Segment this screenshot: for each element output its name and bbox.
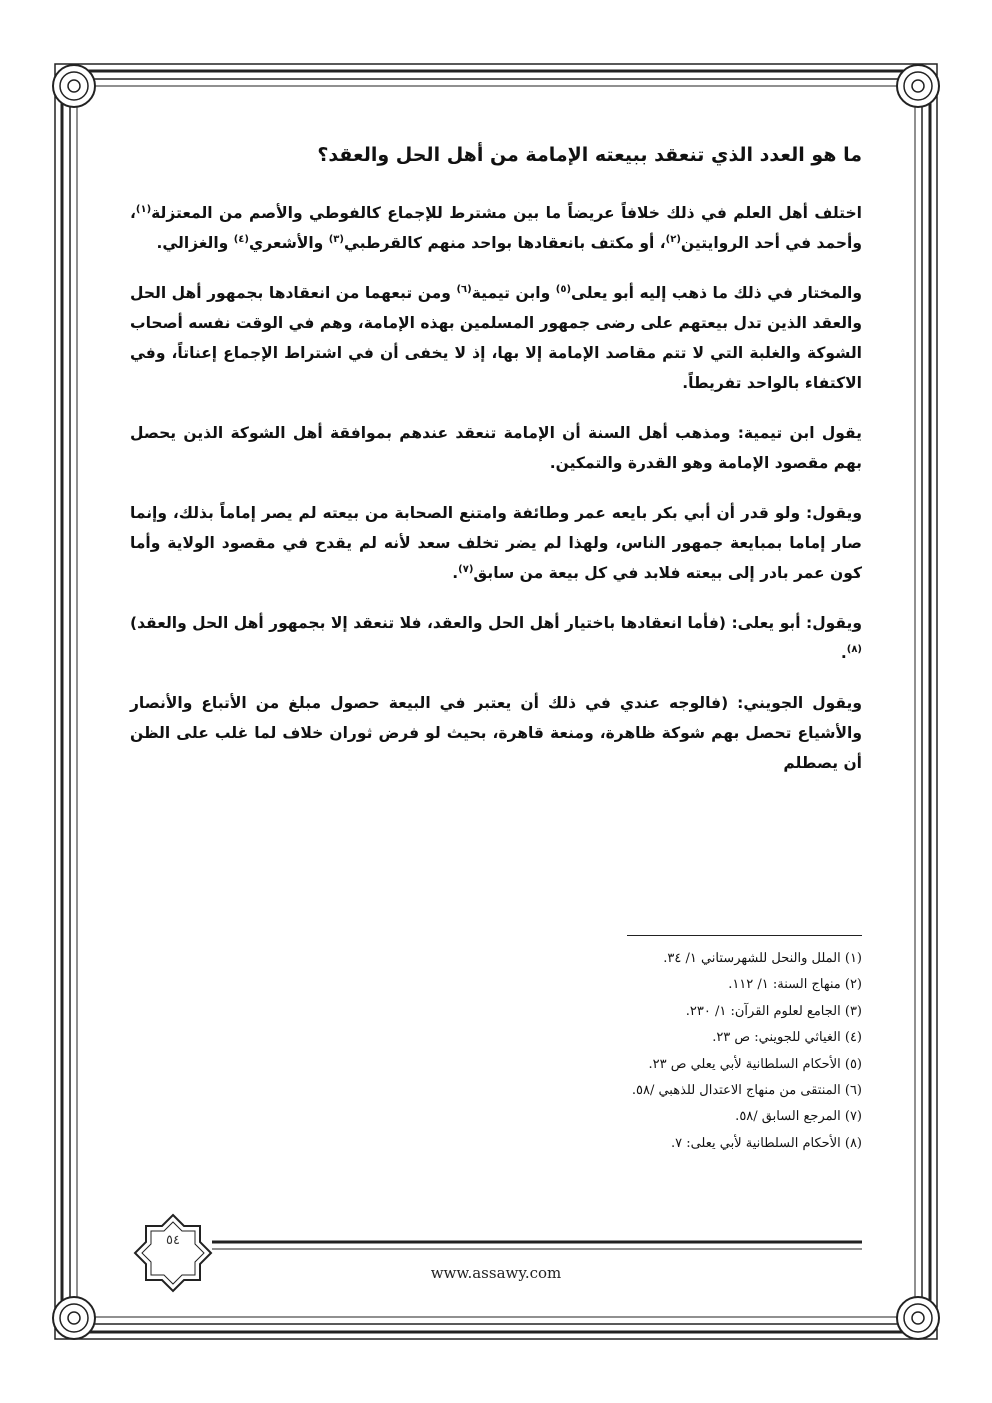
- footnote-8: (٨) الأحكام السلطانية لأبي يعلى: ٧.: [670, 1135, 862, 1151]
- footnote-4: (٤) الغياثي للجويني: ص ٢٣.: [712, 1030, 862, 1046]
- page-title: ما هو العدد الذي تنعقد ببيعته الإمامة من أهل الحل والعقد؟: [317, 144, 862, 166]
- footnote-2: (٢) منهاج السنة: ١/ ١١٢.: [728, 977, 862, 993]
- footnote-ref-5[interactable]: (٥): [555, 283, 572, 295]
- corner-ornament-top-left: [53, 65, 95, 107]
- footer-rule: [212, 1242, 862, 1249]
- page-number: ٥٤: [166, 1233, 180, 1248]
- footnote-ref-7[interactable]: (٧): [458, 563, 474, 575]
- article-body: [130, 140, 862, 798]
- website-link[interactable]: www.assawy.com: [430, 1264, 562, 1282]
- corner-ornament-bottom-right: [897, 1297, 939, 1339]
- footnote-1: (١) الملل والنحل للشهرستاني ١/ ٣٤.: [663, 951, 862, 966]
- footnote-ref-6[interactable]: (٦): [456, 283, 472, 295]
- footnote-7: (٧) المرجع السابق /٥٨.: [735, 1109, 862, 1125]
- footnote-ref-2[interactable]: (٢): [665, 233, 681, 245]
- footnote-ref-1[interactable]: (١): [135, 203, 152, 215]
- footnote-6: (٦) المنتقى من منهاج الاعتدال للذهبي /٥٨.: [631, 1083, 862, 1099]
- paragraph-1: اختلف أهل العلم في ذلك خلافاً عريضاً ما بين مشترط للإجماع كالفوطي والأصم من المعتزلة$^{(١)}$، وأحمد في أحد الروايتين$^{(٢)}$، أو مكتف بانعقادها بواحد منهم كالقرطبي$^{(٣)}$ والأشعري$^{(٤)}$ والغزالي.: [130, 203, 862, 252]
- corner-ornament-top-right: [897, 65, 939, 107]
- paragraph-2: والمختار في ذلك ما ذهب إليه أبو يعلى$^{(٥)}$ وابن تيمية$^{(٦)}$ ومن تبعهما من انعقادها بجمهور أهل الحل والعقد الذين تدل بيعتهم على رضى جمهور المسلمين بهذه الإمامة، وهم في الوقت نفسه أصحاب الشوكة والغلبة التي لا تتم مقاصد الإمامة إلا بها، إذ لا يخفى أن في اشتراط الإجماع إعناتاً، وفي الاكتفاء بالواحد تفريطاً.: [130, 283, 862, 392]
- footnote-ref-8[interactable]: (٨): [846, 643, 862, 655]
- paragraph-5: ويقول: أبو يعلى: (فأما انعقادها باختيار أهل الحل والعقد، فلا تنعقد إلا بجمهور أهل الحل والعقد)$^{(٨)}$.: [130, 614, 862, 662]
- footnote-ref-3[interactable]: (٣): [328, 233, 344, 245]
- paragraph-4: ويقول: ولو قدر أن أبي بكر بايعه عمر وطائفة وامتنع الصحابة من بيعته لم يصر إماماً بذلك، وإنما صار إماما بمبايعة جمهور الناس، ولهذا لم يضر تخلف سعد لأنه لم يقدح في مقصود الولاية وأما كون عمر بادر إلى بيعته فلابد في كل بيعة من سابق$^{(٧)}$.: [130, 504, 862, 582]
- corner-ornament-bottom-left: [53, 1297, 95, 1339]
- footnote-3: (٣) الجامع لعلوم القرآن: ١/ ٢٣٠.: [685, 1003, 862, 1019]
- paragraph-3: يقول ابن تيمية: ومذهب أهل السنة أن الإمامة تنعقد عندهم بموافقة أهل الشوكة الذين يحصل بهم مقصود الإمامة وهو القدرة والتمكين.: [130, 424, 862, 472]
- footnote-5: (٥) الأحكام السلطانية لأبي يعلي ص ٢٣.: [648, 1056, 862, 1072]
- paragraph-6: ويقول الجويني: (فالوجه عندي في ذلك أن يعتبر في البيعة حصول مبلغ من الأتباع والأنصار والأشياع تحصل بهم شوكة ظاهرة، ومنعة قاهرة، بحيث لو فرض ثوران خلاف لما غلب على الظن أن يصطلم: [130, 694, 862, 772]
- footnote-ref-4[interactable]: (٤): [233, 233, 249, 245]
- footnotes: [262, 946, 862, 1157]
- footnote-separator: [627, 935, 862, 936]
